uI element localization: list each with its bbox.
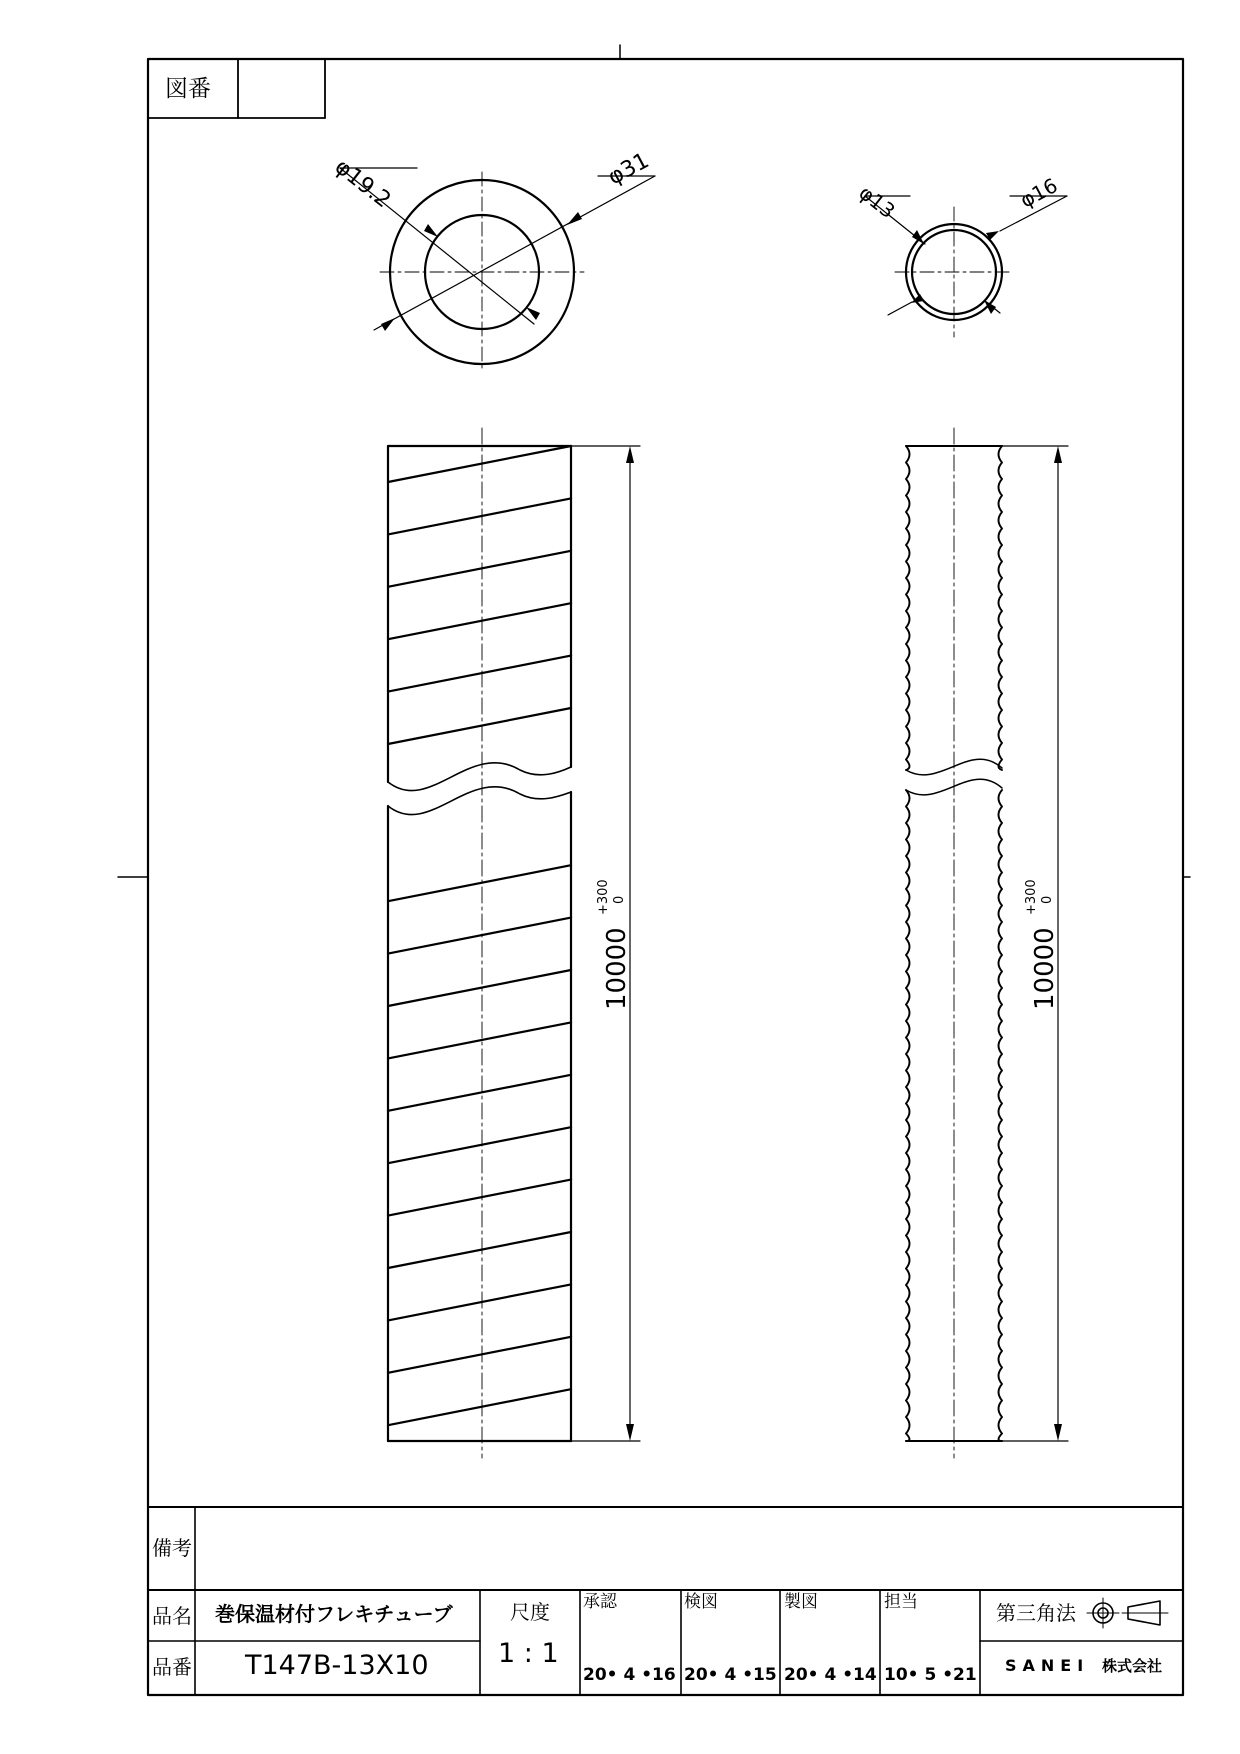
part-number-label: 品番	[152, 1655, 192, 1679]
right-length-value: 10000	[1030, 927, 1060, 1010]
drawing-line	[388, 918, 571, 954]
company-suffix: 株式会社	[1102, 1657, 1163, 1675]
left-tolerance-lower: 0	[612, 895, 627, 904]
approved-date: 20• 4 •16	[583, 1665, 676, 1685]
sheet-border	[148, 59, 1183, 1695]
person-in-charge-label: 担当	[884, 1592, 918, 1612]
drawing-line	[388, 1389, 571, 1425]
drawing-line	[388, 1180, 571, 1216]
corrugation-profile	[999, 446, 1003, 770]
drawing-line	[388, 1075, 571, 1111]
drawing-line	[388, 603, 571, 639]
drawing-line	[388, 498, 571, 534]
right-section-view	[865, 196, 1067, 337]
person-in-charge-date: 10• 5 •21	[884, 1665, 977, 1685]
corrugation-profile	[999, 790, 1003, 1441]
drawing-line	[388, 1022, 571, 1058]
drawing-line	[388, 708, 571, 744]
product-name-label: 品名	[152, 1604, 192, 1628]
product-name-value: 巻保温材付フレキチューブ	[215, 1602, 453, 1626]
drawing-line	[388, 446, 571, 482]
drawing-line	[388, 1284, 571, 1320]
remarks-label: 備考	[152, 1536, 192, 1560]
drawing-line	[388, 1337, 571, 1373]
drawn-date: 20• 4 •14	[784, 1665, 877, 1685]
drawing-line	[388, 865, 571, 901]
projection-label: 第三角法	[996, 1601, 1076, 1625]
corrugation-profile	[906, 446, 910, 770]
third-angle-projection-symbol	[1087, 1598, 1168, 1628]
insulation-wrap-lines	[388, 446, 571, 1425]
drawing-line	[388, 1232, 571, 1268]
approved-label: 承認	[583, 1592, 617, 1612]
checked-date: 20• 4 •15	[684, 1665, 777, 1685]
drawn-label: 製図	[784, 1592, 818, 1612]
left-outer-diameter-label: φ31	[604, 148, 654, 191]
drawing-line	[388, 551, 571, 587]
right-outer-diameter-label: φ16	[1016, 173, 1062, 213]
left-tolerance-upper: +300	[596, 879, 611, 915]
company-name: SANEI	[1005, 1656, 1090, 1675]
right-tolerance-lower: 0	[1040, 895, 1055, 904]
left-length-value: 10000	[602, 927, 632, 1010]
drawing-number-label: 図番	[165, 76, 211, 102]
part-number-value: T147B-13X10	[245, 1650, 429, 1681]
right-tolerance-upper: +300	[1024, 879, 1039, 915]
checked-label: 検図	[684, 1592, 718, 1612]
scale-value: 1 : 1	[498, 1638, 559, 1669]
scale-label: 尺度	[510, 1600, 550, 1624]
drawing-line	[388, 656, 571, 692]
drawing-line	[388, 970, 571, 1006]
right-inner-diameter-label: φ13	[854, 180, 900, 224]
left-inner-diameter-label: φ19.2	[329, 154, 396, 214]
drawing-line	[388, 1127, 571, 1163]
corrugation-profile	[906, 790, 910, 1441]
